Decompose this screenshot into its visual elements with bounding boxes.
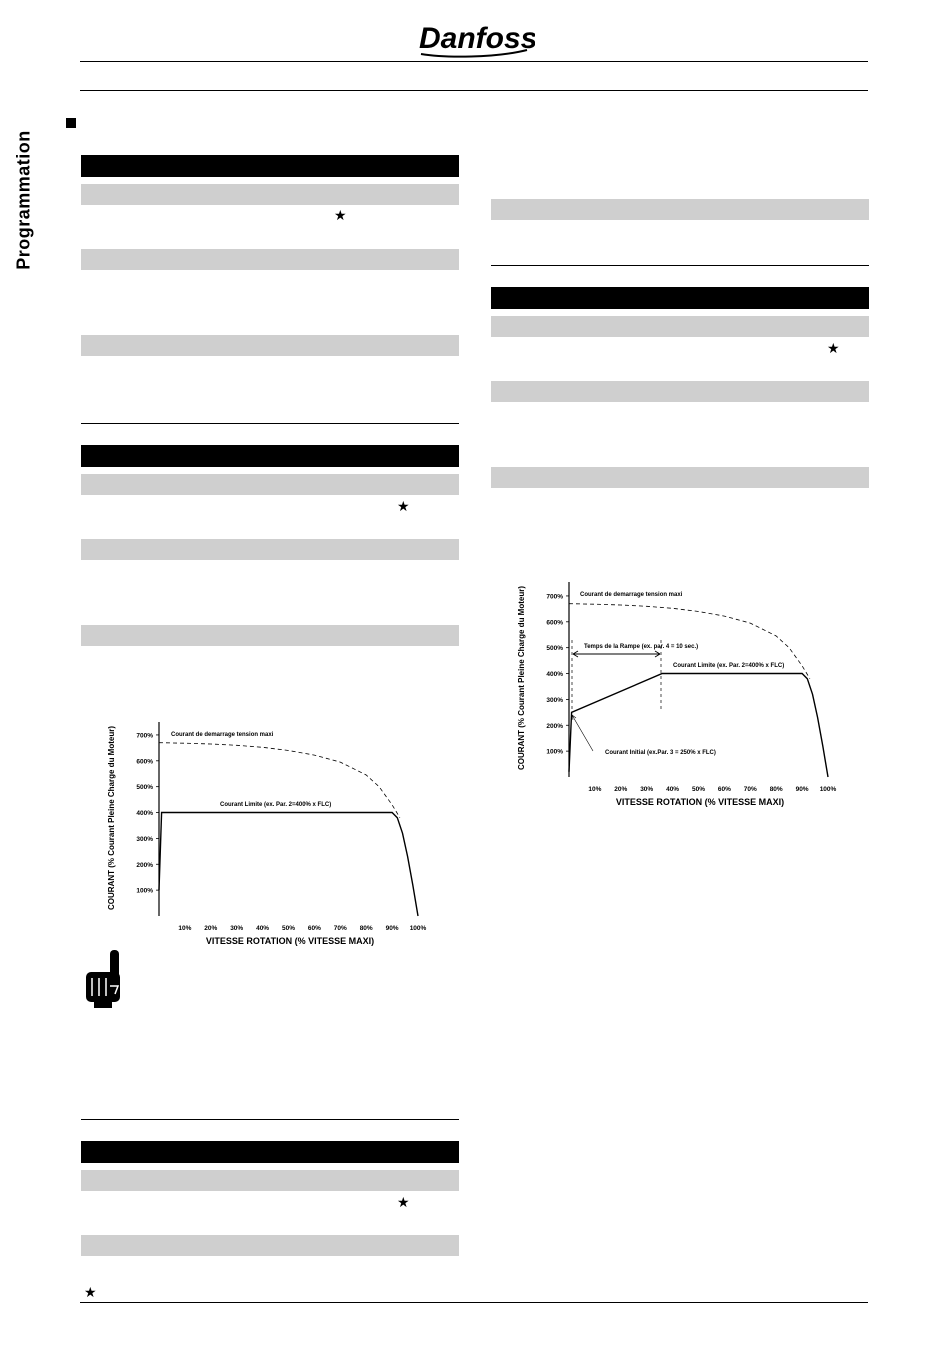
y-tick-label: 400% [546,671,563,679]
param-row-bar [81,474,459,495]
x-tick-label: 100% [819,786,837,793]
current-ramp-chart [510,570,855,820]
factory-default-star-icon: ★ [334,208,347,224]
section-sidebar-title: Programmation [13,130,34,270]
annotation-limit: Courant Limite (ex. Par. 2=400% x FLC) [673,663,785,669]
annotation-ramp: Temps de la Rampe (ex. par. 4 = 10 sec.) [584,644,699,650]
factory-default-star-icon: ★ [397,499,410,515]
x-tick-label: 60% [717,786,731,793]
x-tick-label: 80% [359,925,373,932]
param-row-bar [81,335,459,356]
y-tick-label: 700% [546,593,563,601]
x-tick-label: 90% [795,786,809,793]
annotation-initial: Courant Initial (ex.Par. 3 = 250% x FLC) [605,750,716,756]
param-row-bar [81,184,459,205]
footnote-star-icon: ★ [84,1285,97,1301]
current-limit-chart [100,710,440,960]
y-tick-label: 100% [136,887,153,895]
x-tick-label: 50% [281,925,296,932]
annotation-dol: Courant de demarrage tension maxi [171,732,274,738]
param-title-bar [81,445,459,467]
current-limit-curve [159,813,418,917]
y-tick-label: 100% [546,748,563,756]
x-tick-label: 10% [588,786,602,793]
annotation-limit: Courant Limite (ex. Par. 2=400% x FLC) [220,802,332,808]
param-title-bar [81,155,459,177]
current-ramp-curve [569,674,828,778]
x-tick-label: 70% [743,786,757,793]
x-tick-label: 40% [666,786,680,793]
factory-default-star-icon: ★ [827,341,840,357]
param-row-bar [81,1235,459,1256]
y-tick-label: 300% [136,835,153,843]
param-title-bar [491,287,869,309]
note-hand-icon [82,948,132,1010]
param-title-bar [81,1141,459,1163]
x-tick-label: 80% [769,786,783,793]
y-tick-label: 600% [136,758,153,766]
y-axis-label: COURANT (% Courant Pleine Charge du Moteur) [107,725,116,911]
footer-rule [80,1302,868,1303]
annotation-dol: Courant de demarrage tension maxi [580,592,683,598]
x-tick-label: 20% [204,925,218,932]
x-tick-label: 70% [333,925,347,932]
param-row-bar [491,467,869,488]
param-row-bar [81,625,459,646]
y-tick-label: 200% [136,861,153,869]
param-row-bar [81,1170,459,1191]
x-tick-label: 20% [614,786,628,793]
logo-text: Danfoss [419,22,535,55]
danfoss-logo [415,14,535,60]
x-tick-label: 10% [178,925,192,932]
y-tick-label: 300% [546,696,563,704]
section-divider [81,1119,459,1120]
initial-current-leader [572,715,593,751]
y-tick-label: 200% [546,722,563,730]
y-axis-label: COURANT (% Courant Pleine Charge du Moteur) [517,585,526,771]
x-tick-label: 50% [691,786,706,793]
param-row-bar [81,539,459,560]
y-tick-label: 600% [546,619,563,627]
x-tick-label: 30% [230,925,244,932]
x-tick-label: 60% [307,925,321,932]
y-tick-label: 500% [136,784,153,792]
param-row-bar [491,381,869,402]
x-tick-label: 40% [256,925,270,932]
y-tick-label: 500% [546,645,563,653]
y-tick-label: 400% [136,810,153,818]
x-tick-label: 100% [409,925,427,932]
x-tick-label: 90% [385,925,399,932]
header-rule-top [80,61,868,62]
x-axis-label: VITESSE ROTATION (% VITESSE MAXI) [615,797,785,807]
header-rule-bottom [80,90,868,91]
param-row-bar [81,249,459,270]
section-marker-icon [66,118,76,128]
param-row-bar [491,316,869,337]
section-divider [81,423,459,424]
section-divider [491,265,869,266]
factory-default-star-icon: ★ [397,1195,410,1211]
x-axis-label: VITESSE ROTATION (% VITESSE MAXI) [205,936,375,946]
x-tick-label: 30% [640,786,654,793]
param-row-bar [491,199,869,220]
y-tick-label: 700% [136,732,153,740]
